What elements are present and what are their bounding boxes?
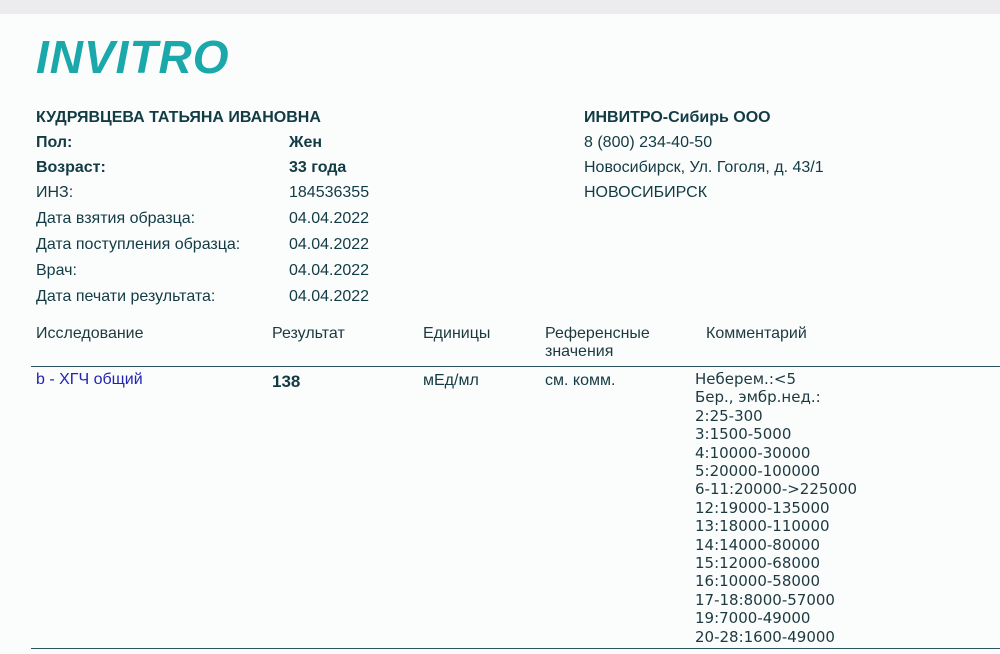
top-bar: [0, 0, 1000, 14]
result-value: 138: [272, 372, 301, 391]
lab-name: ИНВИТРО-Сибирь ООО: [584, 109, 771, 126]
comment-list: [695, 370, 857, 646]
sample-date-label: Дата взятия образца:: [36, 210, 196, 227]
invitro-logo: INVITRO: [36, 31, 230, 83]
print-date-value: 04.04.2022: [289, 288, 370, 305]
inz-value: 184536355: [289, 184, 370, 201]
reference-value: см. комм.: [545, 372, 616, 389]
received-date-label: Дата поступления образца:: [36, 236, 241, 253]
comment-line: 2:25-300: [695, 406, 763, 425]
comment-line: 4:10000-30000: [695, 443, 811, 462]
comment-line: 16:10000-58000: [695, 572, 820, 591]
header-reference: Референсные значения: [545, 325, 650, 360]
comment-line: Бер., эмбр.нед.:: [695, 388, 821, 407]
row-divider: [31, 648, 1000, 649]
lab-city: НОВОСИБИРСК: [584, 184, 708, 201]
comment-line: 20-28:1600-49000: [695, 627, 835, 646]
header-units: Единицы: [423, 325, 491, 342]
patient-name: КУДРЯВЦЕВА ТАТЬЯНА ИВАНОВНА: [36, 109, 321, 126]
comment-line: 17-18:8000-57000: [695, 590, 835, 609]
comment-line: 3:1500-5000: [695, 425, 792, 444]
inz-label: ИНЗ:: [36, 184, 74, 201]
sex-label: Пол:: [36, 134, 73, 151]
header-test: Исследование: [36, 325, 144, 342]
header-result: Результат: [272, 325, 345, 342]
lab-phone: 8 (800) 234-40-50: [584, 134, 713, 151]
comment-line: 12:19000-135000: [695, 498, 830, 517]
comment-line: 15:12000-68000: [695, 554, 820, 573]
comment-line: 14:14000-80000: [695, 535, 820, 554]
doctor-label: Врач:: [36, 262, 77, 279]
header-divider: [31, 366, 1000, 367]
comment-line: 6-11:20000->225000: [695, 480, 858, 499]
comment-line: Неберем.:<5: [695, 370, 796, 388]
lab-address: Новосибирск, Ул. Гоголя, д. 43/1: [584, 159, 824, 176]
comment-line: 19:7000-49000: [695, 609, 811, 628]
received-date-value: 04.04.2022: [289, 236, 370, 253]
header-comment: Комментарий: [706, 325, 807, 342]
units-value: мЕд/мл: [423, 372, 479, 389]
comment-line: 5:20000-100000: [695, 462, 820, 481]
sample-date-value: 04.04.2022: [289, 210, 370, 227]
sex-value: Жен: [289, 134, 323, 151]
comment-line: 13:18000-110000: [695, 517, 830, 536]
age-value: 33 года: [289, 159, 347, 176]
age-label: Возраст:: [36, 159, 106, 176]
doctor-value: 04.04.2022: [289, 262, 370, 279]
test-name: b - ХГЧ общий: [36, 371, 143, 388]
print-date-label: Дата печати результата:: [36, 288, 216, 305]
